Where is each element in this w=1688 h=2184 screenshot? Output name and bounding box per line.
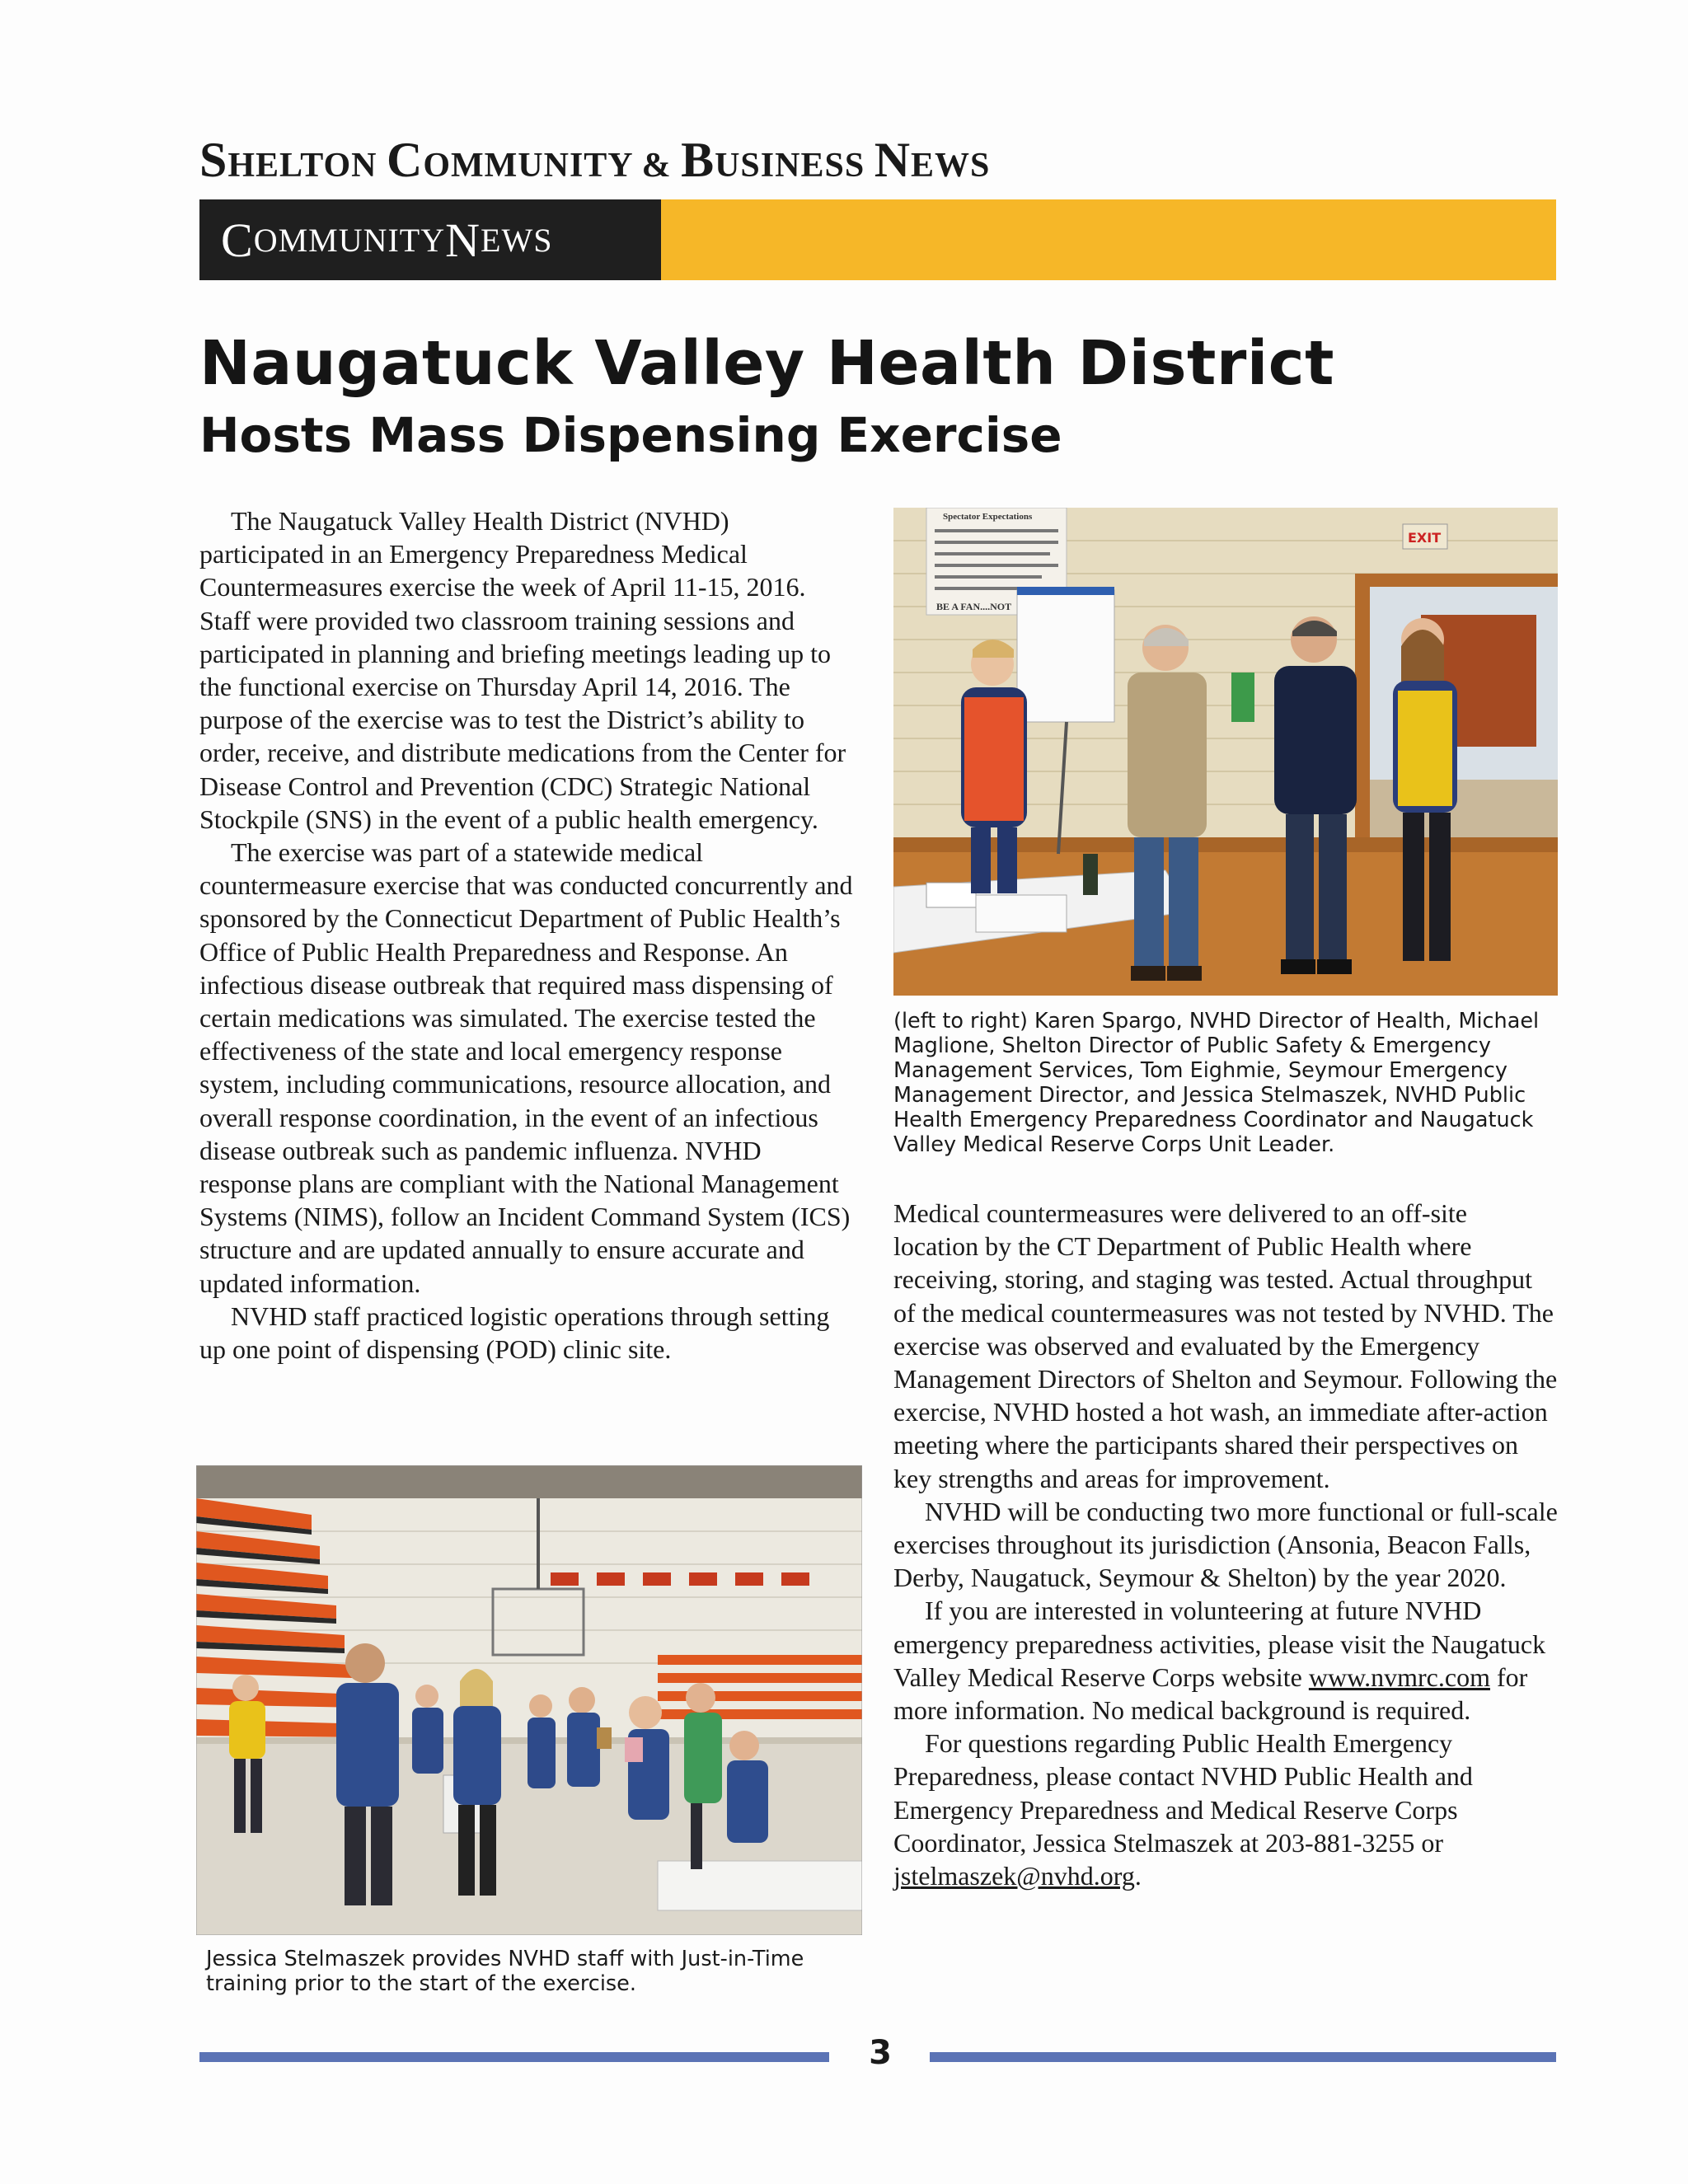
paragraph: NVHD will be conducting two more functional or full-scale exercises throughout its jurisdiction (Ansonia, Beacon Falls, Derby, Naugatuck, Seymour & Shelton) by the year 2020.	[893, 1496, 1558, 1593]
section-word: EWS	[481, 221, 553, 259]
masthead-cap: S	[199, 133, 228, 187]
paragraph: NVHD staff practiced logistic operations through setting up one point of dispensing (POD) clinic site.	[199, 1301, 830, 1365]
section-cap: N	[445, 213, 481, 267]
photo-briefing	[893, 508, 1558, 996]
section-bar	[199, 199, 1556, 280]
exit-sign: EXIT	[1408, 530, 1442, 546]
masthead-cap: C	[386, 133, 424, 187]
masthead-cap: B	[681, 133, 715, 187]
sign-footer: BE A FAN....NOT	[936, 601, 1012, 612]
section-cap: C	[221, 213, 254, 267]
footer-rule-right	[930, 2052, 1556, 2062]
masthead-word: OMMUNITY &	[423, 147, 682, 185]
photo-briefing-caption: (left to right) Karen Spargo, NVHD Director of Health, Michael Maglione, Shelton Director of Public Safety & Emergency Management Services, Tom Eighmie, Seymour Emergency Management Director, and Jessica Stelmaszek, NVHD Public Health Emergency Preparedness Coordinator and Naugatuck Valley Medical Reserve Corps Unit Leader.	[893, 1009, 1540, 1157]
left-column	[199, 504, 859, 1366]
paragraph	[893, 1727, 1558, 1892]
paragraph-text: .	[1134, 1861, 1142, 1891]
right-column	[893, 1197, 1558, 1892]
masthead-word: USINESS	[715, 147, 874, 185]
email-link[interactable]: jstelmaszek@nvhd.org	[893, 1861, 1135, 1891]
website-link[interactable]: www.nvmrc.com	[1308, 1661, 1490, 1692]
paragraph: The Naugatuck Valley Health District (NVHD) participated in an Emergency Preparedness Medical Countermeasures exercise the week of April 11-15, 2016. Staff were provided two classroom training sessions and participated in planning and briefing meetings leading up to the functional exercise on Thursday April 14, 2016. The purpose of the exercise was to test the District’s ability to order, receive, and distribute medications from the Center for Disease Control and Prevention (CDC) Strategic National Stockpile (SNS) in the event of a public health emergency.	[199, 506, 846, 834]
section-word: OMMUNITY	[253, 221, 446, 259]
paragraph: The exercise was part of a statewide medical countermeasure exercise that was conducted concurrently and sponsored by the Connecticut Department of Public Health’s Office of Public Health Preparedness and Response. An infectious disease outbreak that required mass dispensing of certain medications was simulated. The exercise tested the effectiveness of the state and local emergency response system, including communications, resource allocation, and overall response coordination, in the event of an infectious disease outbreak such as pandemic influenza. NVHD response plans are compliant with the National Management Systems (NIMS), follow an Incident Command System (ICS) structure and are updated annually to ensure accurate and updated information.	[199, 837, 853, 1298]
footer-rule-left	[199, 2052, 829, 2062]
article-title: Naugatuck Valley Health District	[199, 328, 1334, 399]
paragraph	[893, 1594, 1558, 1727]
masthead-word: EWS	[911, 147, 991, 185]
paragraph-text: For questions regarding Public Health Emergency Preparedness, please contact NVHD Public Health and Emergency Preparedness and Medical Reserve Corps Coordinator, Jessica Stelmaszek at 203-881-3255 or	[893, 1728, 1473, 1858]
masthead	[199, 132, 990, 189]
paragraph-text: If you are interested in volunteering at future NVHD emergency preparedness activities, please visit the Naugatuck Valley Medical Reserve Corps website	[893, 1596, 1546, 1692]
paragraph: Medical countermeasures were delivered to an off-site location by the CT Department of Public Health where receiving, storing, and staging was tested. Actual throughput of the medical countermeasures was not tested by NVHD. The exercise was observed and evaluated by the Emergency Management Directors of Shelton and Seymour. Following the exercise, NVHD hosted a hot wash, an immediate after-action meeting where the participants shared their perspectives on key strengths and areas for improvement.	[893, 1198, 1558, 1493]
sign-title: Spectator Expectations	[943, 512, 1033, 522]
article-subtitle: Hosts Mass Dispensing Exercise	[199, 407, 1062, 463]
section-label	[199, 199, 661, 280]
masthead-word: HELTON	[227, 147, 387, 185]
paragraph-text: for more information. No medical background is required.	[893, 1661, 1528, 1726]
photo-training-caption: Jessica Stelmaszek provides NVHD staff with Just-in-Time training prior to the start of the exercise.	[206, 1947, 804, 1996]
page-number: 3	[869, 2034, 892, 2072]
photo-training	[196, 1465, 862, 1935]
masthead-cap: N	[874, 133, 912, 187]
